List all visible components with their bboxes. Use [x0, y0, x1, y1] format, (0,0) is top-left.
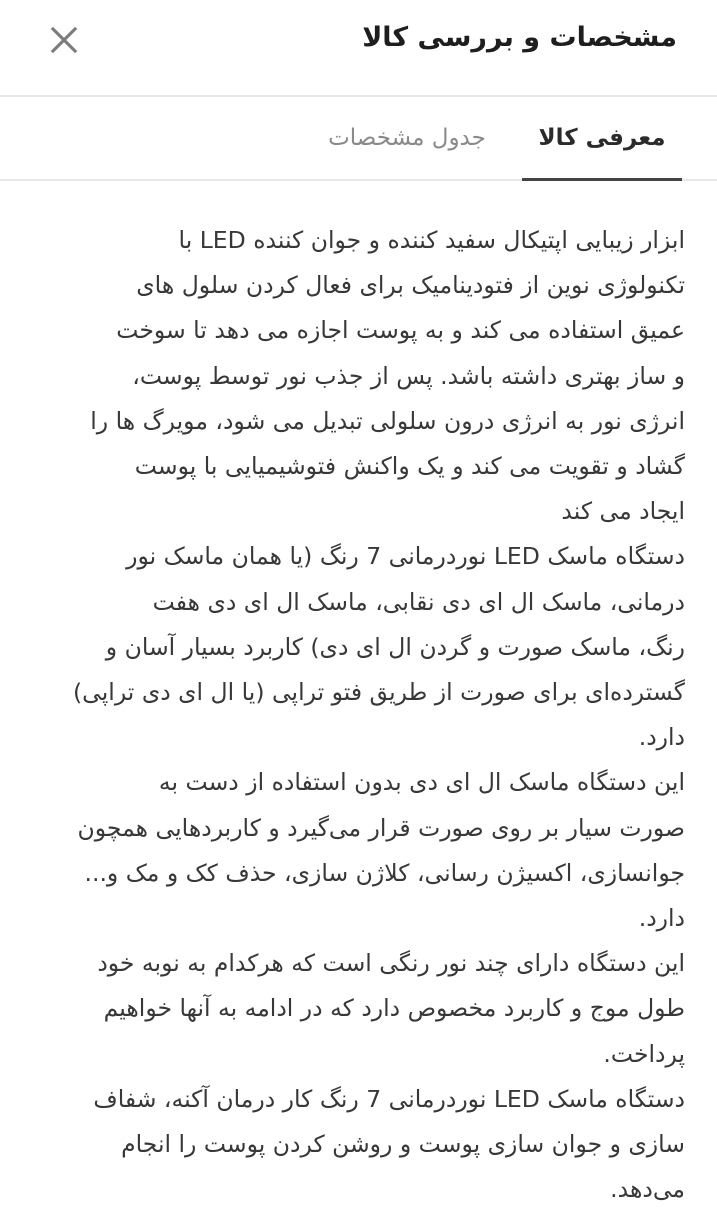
description-line: گسترده‌ای برای صورت از طریق فتو تراپی (یا ال ای دی تراپی): [73, 678, 685, 707]
description-line: ابزار زیبایی اپتیکال سفید کننده و جوان کننده LED با: [178, 226, 685, 254]
modal-title: مشخصات و بررسی کالا: [362, 22, 677, 53]
description-line: طول موج و کاربرد مخصوص دارد که در ادامه به آنها خواهیم: [103, 994, 685, 1023]
description-line: جوانسازی، اکسیژن رسانی، کلاژن سازی، حذف کک و مک و...: [84, 858, 685, 887]
description-line: درمانی، ماسک ال ای دی نقابی، ماسک ال ای دی هفت: [152, 587, 685, 616]
tab-product-intro[interactable]: معرفی کالا: [522, 97, 682, 179]
close-icon: [46, 22, 82, 58]
product-description: [25, 218, 685, 1212]
description-line: رنگ، ماسک صورت و گردن ال ای دی) کاربرد بسیار آسان و: [105, 632, 685, 661]
close-button[interactable]: [46, 22, 82, 58]
description-line: دارد.: [638, 723, 685, 752]
description-line: پرداخت.: [603, 1039, 685, 1068]
description-line: سازی و جوان سازی پوست و روشن کردن پوست را انجام: [121, 1130, 685, 1159]
description-line: ایجاد می کند: [561, 497, 685, 526]
modal-header: [0, 0, 717, 97]
description-line: و ساز بهتری داشته باشد. پس از جذب نور توسط پوست،: [132, 361, 685, 390]
description-line: صورت سیار بر روی صورت قرار می‌گیرد و کاربردهایی همچون: [77, 813, 685, 842]
description-line: دارد.: [638, 904, 685, 933]
description-line: این دستگاه ماسک ال ای دی بدون استفاده از دست به: [158, 768, 685, 797]
description-line: این دستگاه دارای چند نور رنگی است که هرکدام به نوبه خود: [97, 949, 685, 978]
description-line: عمیق استفاده می کند و به پوست اجازه می دهد تا سوخت: [116, 316, 685, 345]
tab-specifications-table[interactable]: جدول مشخصات: [328, 125, 486, 151]
description-line: دستگاه ماسک LED نوردرمانی 7 رنگ کار درمان آکنه، شفاف: [93, 1084, 685, 1113]
tab-bar: [0, 97, 717, 181]
description-line: تکنولوژی نوین از فتودینامیک برای فعال کردن سلول های: [136, 271, 685, 300]
description-line: می‌دهد.: [610, 1175, 685, 1204]
description-line: دستگاه ماسک LED نوردرمانی 7 رنگ (یا همان ماسک نور: [126, 542, 685, 571]
description-line: انرژی نور به انرژی درون سلولی تبدیل می شود، مویرگ ها را: [90, 406, 685, 435]
description-line: گشاد و تقویت می کند و یک واکنش فتوشیمیایی با پوست: [134, 452, 685, 481]
